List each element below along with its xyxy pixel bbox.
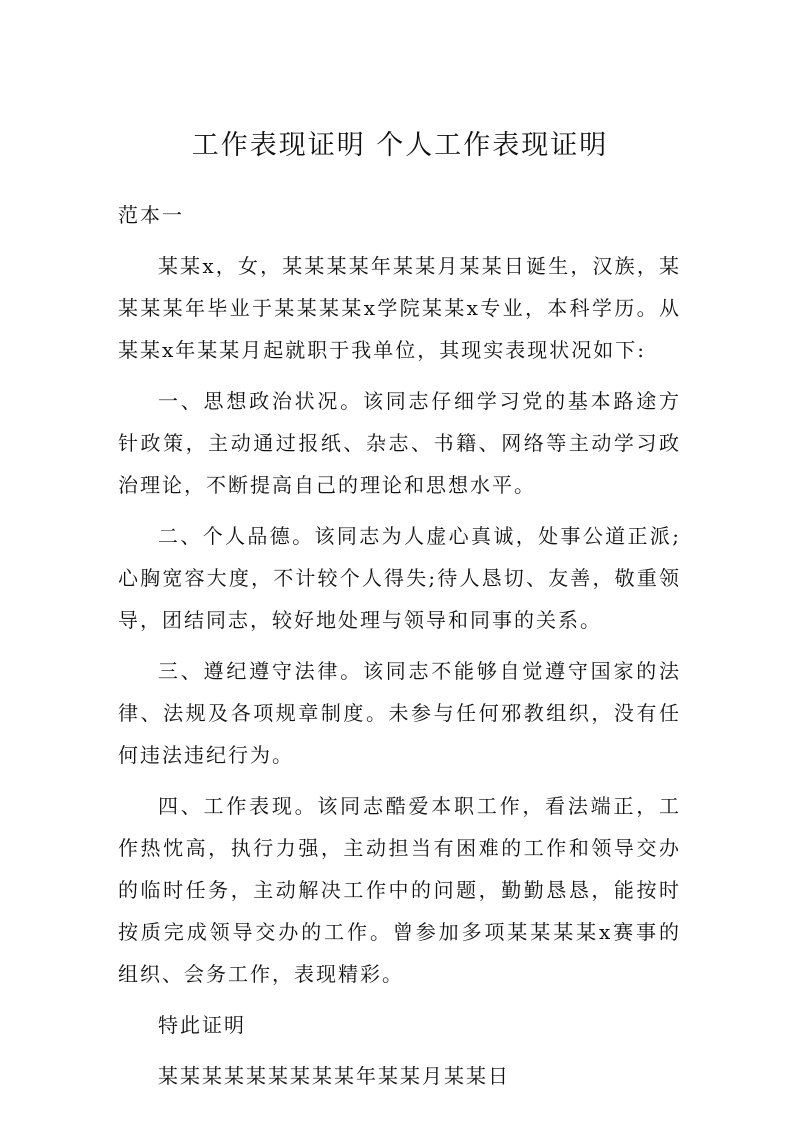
date-line: 某某某某某某某某某年某某月某某日 [158, 1064, 510, 1088]
document-title: 工作表现证明 个人工作表现证明 [191, 130, 609, 161]
personal-character-paragraph: 二、个人品德。该同志为人虚心真诚，处事公道正派;心胸宽容大度，不计较个人得失;待人恳切、友善，敬重领导，团结同志，较好地处理与领导和同事的关系。 [118, 524, 681, 632]
section-label: 范本一 [118, 203, 184, 227]
work-performance-paragraph: 四、工作表现。该同志酷爱本职工作，看法端正，工作热忱高，执行力强，主动担当有困难的工作和领导交办的临时任务，主动解决工作中的问题，勤勤恳恳，能按时按质完成领导交办的工作。曾参加多项某某某某x赛事的组织、会务工作，表现精彩。 [118, 794, 681, 986]
political-status-paragraph: 一、思想政治状况。该同志仔细学习党的基本路途方针政策，主动通过报纸、杂志、书籍、网络等主动学习政治理论，不断提高自己的理论和思想水平。 [118, 389, 681, 497]
law-compliance-paragraph: 三、遵纪遵守法律。该同志不能够自觉遵守国家的法律、法规及各项规章制度。未参与任何邪教组织，没有任何违法违纪行为。 [118, 659, 681, 767]
intro-paragraph: 某某x，女，某某某某年某某月某某日诞生，汉族，某某某某年毕业于某某某某x学院某某x专业，本科学历。从某某x年某某月起就职于我单位，其现实表现状况如下: [118, 254, 681, 362]
document-body [118, 194, 681, 1097]
closing-statement: 特此证明 [158, 1013, 246, 1037]
